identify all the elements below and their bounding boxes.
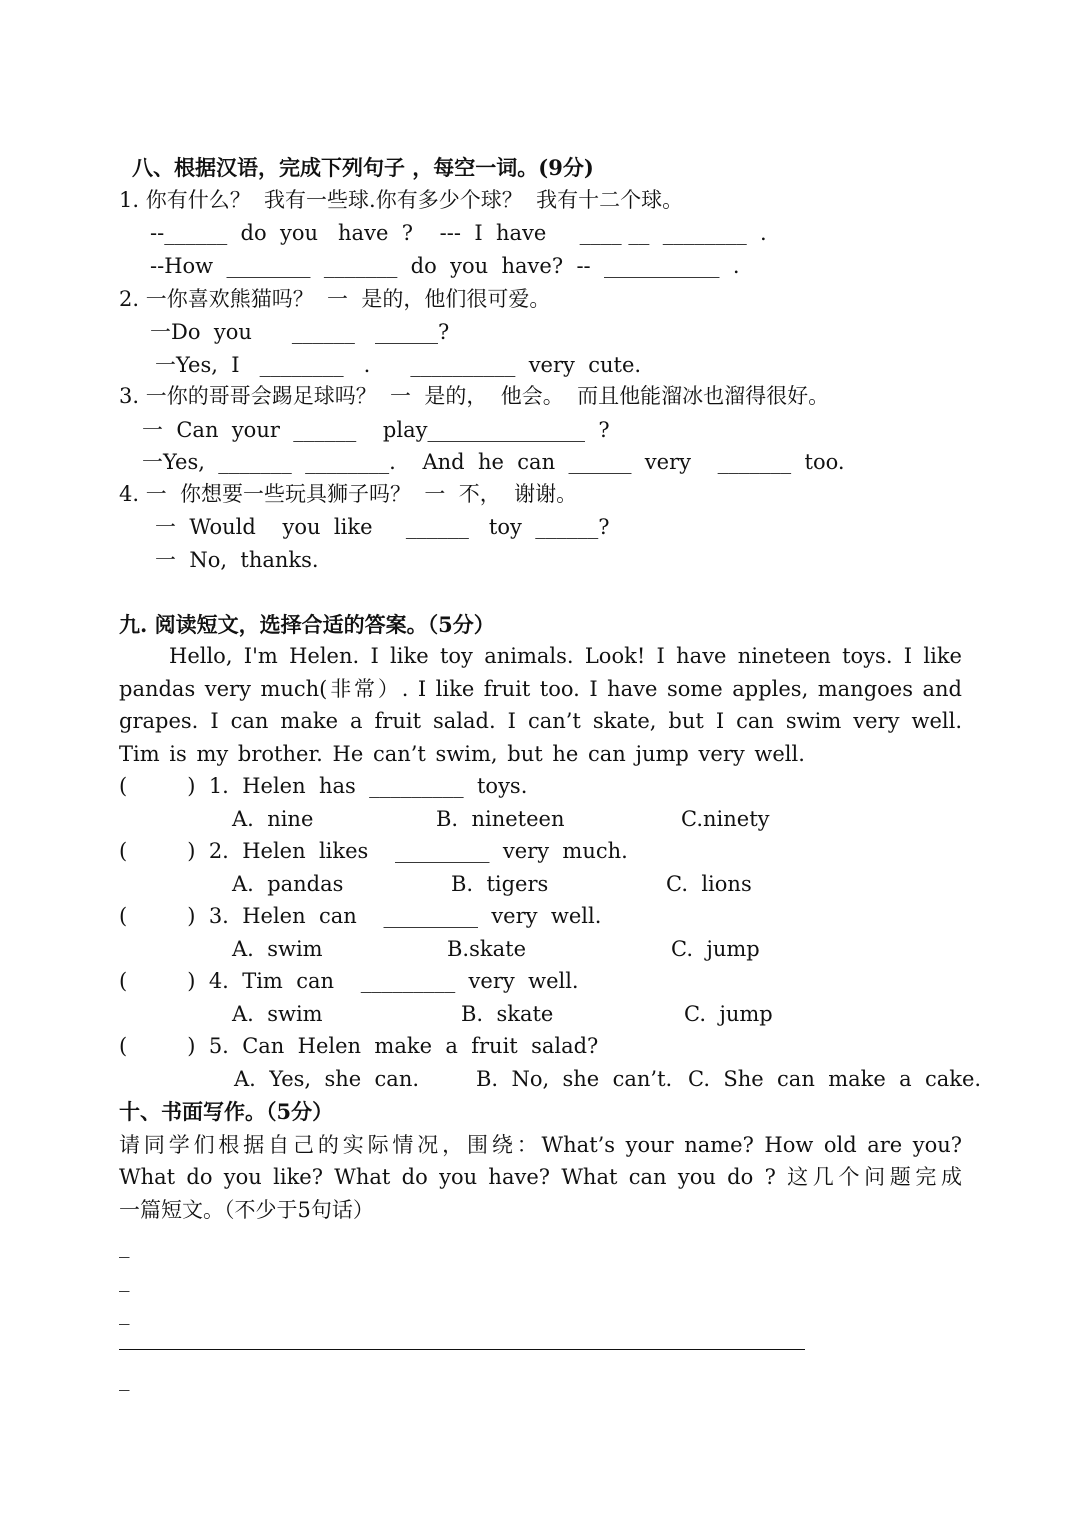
writing-blank-1[interactable]: _ [119,1234,130,1258]
q3-line-2: 一Yes, _______ ________. And he can ______ very _______ too. [142,450,845,474]
writing-prompt-line-3: 一篇短文。（不少于5句话） [119,1198,374,1222]
q2-line-1: 一Do you ______ ______? [150,320,450,344]
q2-chinese: 2. 一你喜欢熊猫吗？ 一 是的，他们很可爱。 [119,287,551,311]
writing-prompt-line-1: 请同学们根据自己的实际情况，围绕：What’s your name? How old are you? [119,1133,962,1157]
q5-option-c: C. She can make a cake. [688,1067,982,1091]
mc-question-3: ( ) 3. Helen can _________ very well. [119,904,602,928]
q1-option-c: C.ninety [681,807,770,831]
q4-option-b: B. skate [461,1002,554,1026]
writing-prompt-line-2: What do you like? What do you have? What can you do ? 这几个问题完成 [119,1165,962,1189]
q3-option-c: C. jump [671,937,760,961]
section-8-title: 八、根据汉语，完成下列句子 ，每空一词。(9分) [132,155,594,180]
q2-option-b: B. tigers [451,872,549,896]
q3-chinese: 3. 一你的哥哥会踢足球吗？ 一 是的， 他会。 而且他能溜冰也溜得很好。 [119,384,830,408]
q4-option-a: A. swim [232,1002,323,1026]
q3-line-1: 一 Can your ______ play_______________ ? [142,418,610,442]
q1-line-1: --______ do you have ? --- I have ____ __ ________ . [150,221,767,245]
q3-option-a: A. swim [232,937,323,961]
passage-line-4: Tim is my brother. He can’t swim, but he can jump very well. [119,742,805,766]
q5-option-a: A. Yes, she can. [234,1067,420,1091]
section-10-title: 十、书面写作。（5分） [119,1099,334,1124]
q1-line-2: --How ________ _______ do you have? -- ___________ . [150,254,740,278]
q3-option-b: B.skate [447,937,526,961]
mc-question-4: ( ) 4. Tim can _________ very well. [119,969,579,993]
q2-option-a: A. pandas [232,872,344,896]
q1-option-a: A. nine [232,807,314,831]
writing-blank-4[interactable]: _ [119,1367,130,1391]
q4-line-1: 一 Would you like ______ toy ______? [155,515,610,539]
writing-blank-2[interactable]: _ [119,1268,130,1292]
q4-line-2: 一 No, thanks. [155,548,319,572]
q4-option-c: C. jump [684,1002,773,1026]
section-9-title: 九. 阅读短文，选择合适的答案。（5分） [119,612,495,637]
passage-line-2: pandas very much(非常）. I like fruit too. I have some apples, mangoes and [119,677,962,701]
q1-option-b: B. nineteen [436,807,565,831]
q2-line-2: 一Yes, I ________ . __________ very cute. [155,353,642,377]
writing-blank-3[interactable]: _ [119,1301,130,1325]
q1-chinese: 1. 你有什么？ 我有一些球.你有多少个球？ 我有十二个球。 [119,188,684,212]
q5-option-b: B. No, she can’t. [476,1067,673,1091]
mc-question-5: ( ) 5. Can Helen make a fruit salad? [119,1034,599,1058]
q2-option-c: C. lions [666,872,752,896]
mc-question-1: ( ) 1. Helen has _________ toys. [119,774,528,798]
mc-question-2: ( ) 2. Helen likes _________ very much. [119,839,628,863]
passage-line-1: Hello, I'm Helen. I like toy animals. Look! I have nineteen toys. I like [169,644,962,668]
q4-chinese: 4. 一 你想要一些玩具狮子吗？ 一 不， 谢谢。 [119,482,578,506]
writing-rule-line[interactable] [119,1349,805,1350]
passage-line-3: grapes. I can make a fruit salad. I can’t skate, but I can swim very well. [119,709,962,733]
